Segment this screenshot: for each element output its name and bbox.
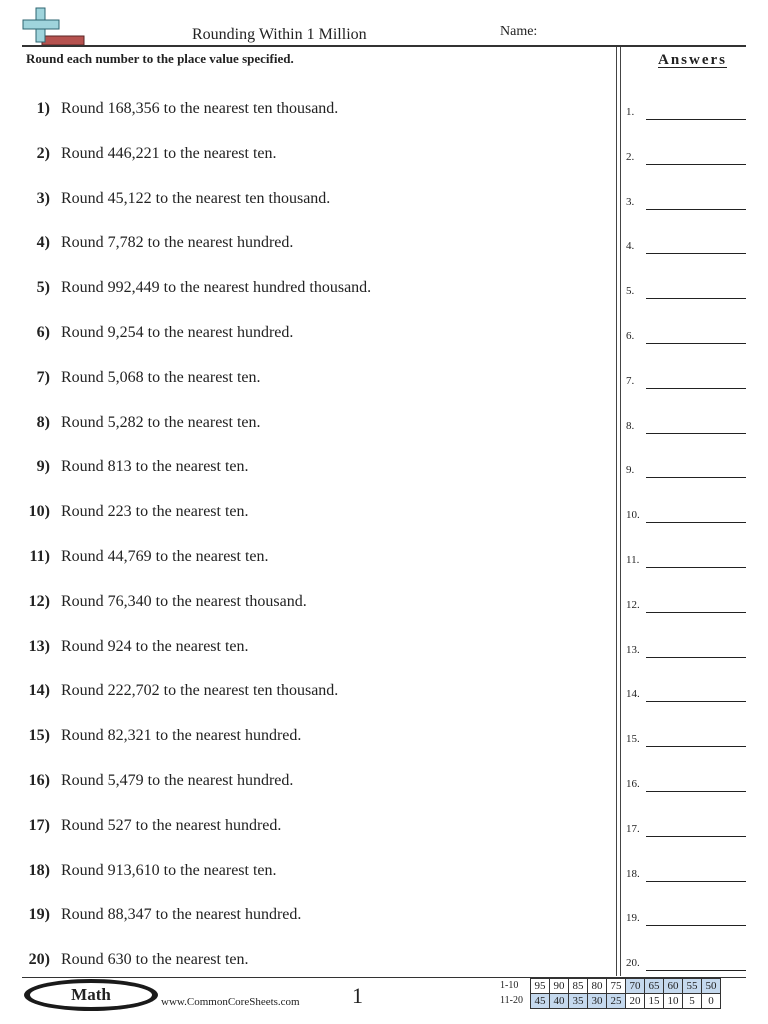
answer-blank[interactable] [626, 145, 746, 165]
problem-number: 15) [28, 727, 50, 745]
answer-blank[interactable] [626, 414, 746, 434]
score-row [500, 979, 721, 994]
problem-text: Round 813 to the nearest ten. [61, 458, 249, 476]
score-table [500, 978, 721, 1009]
problem-item [0, 682, 610, 706]
answer-number: 19. [626, 912, 640, 925]
problem-number: 8) [36, 413, 50, 431]
score-cell: 25 [607, 994, 626, 1009]
problem-item [0, 727, 610, 751]
problem-text: Round 82,321 to the nearest hundred. [61, 727, 302, 745]
problem-item [0, 951, 610, 975]
problem-item [0, 190, 610, 214]
answer-line[interactable] [646, 836, 746, 837]
answer-line[interactable] [646, 119, 746, 120]
problem-text: Round 913,610 to the nearest ten. [61, 861, 277, 879]
score-cell: 65 [645, 979, 664, 994]
problem-number: 13) [28, 637, 50, 655]
answer-line[interactable] [646, 343, 746, 344]
answer-number: 8. [626, 419, 635, 432]
score-cell: 90 [550, 979, 569, 994]
answer-number: 11. [626, 554, 640, 566]
answer-line[interactable] [646, 657, 746, 658]
plus-minus-logo-icon [22, 6, 86, 46]
answer-blank[interactable] [626, 100, 746, 120]
answer-number: 3. [626, 195, 635, 208]
answer-number: 1. [626, 106, 635, 118]
problem-number: 6) [36, 324, 50, 341]
problem-item [0, 414, 610, 438]
answers-heading: Answers [658, 52, 727, 68]
score-cell: 45 [531, 994, 550, 1009]
website-link[interactable]: www.CommonCoreSheets.com [161, 996, 300, 1008]
answer-line[interactable] [646, 522, 746, 523]
problem-item [0, 234, 610, 258]
score-cell: 35 [569, 994, 588, 1009]
score-cell: 10 [664, 994, 683, 1009]
problem-item [0, 503, 610, 527]
problem-item [0, 324, 610, 348]
score-cell: 0 [702, 994, 721, 1009]
answer-line[interactable] [646, 746, 746, 747]
answer-line[interactable] [646, 298, 746, 299]
score-cell: 5 [683, 994, 702, 1009]
problem-item [0, 817, 610, 841]
name-label: Name: [500, 24, 538, 39]
problem-item [0, 772, 610, 796]
score-cell: 80 [588, 979, 607, 994]
score-cell: 95 [531, 979, 550, 994]
problem-item [0, 593, 610, 617]
answer-number: 12. [626, 598, 640, 611]
problem-item [0, 458, 610, 482]
problem-item [0, 638, 610, 662]
answer-blank[interactable] [626, 951, 746, 971]
answer-number: 9. [626, 464, 635, 477]
header-divider [22, 45, 746, 47]
answer-blank[interactable] [626, 279, 746, 299]
answer-number: 14. [626, 688, 640, 701]
answer-number: 20. [626, 957, 640, 970]
problem-text: Round 924 to the nearest ten. [61, 637, 249, 655]
problem-text: Round 45,122 to the nearest ten thousand. [61, 189, 331, 207]
answer-number: 10. [626, 509, 640, 522]
problem-text: Round 222,702 to the nearest ten thousand. [61, 682, 339, 700]
answer-blank[interactable] [626, 234, 746, 254]
answer-number: 2. [626, 150, 635, 163]
problem-number: 4) [36, 234, 50, 252]
answer-blank[interactable] [626, 190, 746, 210]
problem-text: Round 5,479 to the nearest hundred. [61, 772, 294, 789]
answer-column-divider [620, 47, 621, 976]
answer-line[interactable] [646, 925, 746, 926]
answer-line[interactable] [646, 388, 746, 389]
answer-blank[interactable] [626, 503, 746, 523]
problem-number: 5) [36, 279, 50, 297]
problem-text: Round 992,449 to the nearest hundred thousand. [61, 279, 372, 297]
problem-number: 12) [28, 592, 50, 610]
problem-text: Round 446,221 to the nearest ten. [61, 144, 277, 162]
score-cell: 40 [550, 994, 569, 1009]
answer-number: 4. [626, 240, 635, 253]
problem-item [0, 369, 610, 393]
problem-item [0, 548, 610, 572]
answer-blank[interactable] [626, 324, 746, 344]
score-row-label: 1-10 [500, 980, 519, 991]
worksheet-title: Rounding Within 1 Million [192, 26, 367, 43]
score-cell: 60 [664, 979, 683, 994]
problem-item [0, 100, 610, 124]
answer-line[interactable] [646, 567, 746, 568]
problem-number: 1) [36, 100, 50, 117]
problem-number: 2) [36, 144, 50, 162]
answer-number: 13. [626, 643, 640, 656]
problem-item [0, 862, 610, 886]
answer-blank[interactable] [626, 369, 746, 389]
problem-text: Round 76,340 to the nearest thousand. [61, 592, 307, 610]
problem-number: 17) [28, 816, 50, 834]
answer-line[interactable] [646, 881, 746, 882]
score-cell: 70 [626, 979, 645, 994]
problem-item [0, 145, 610, 169]
answer-blank[interactable] [626, 458, 746, 478]
problem-text: Round 5,282 to the nearest ten. [61, 413, 261, 431]
answer-blank[interactable] [626, 862, 746, 882]
answer-number: 6. [626, 330, 635, 342]
problem-number: 10) [28, 503, 50, 521]
score-cell: 85 [569, 979, 588, 994]
problem-text: Round 527 to the nearest hundred. [61, 816, 282, 834]
problem-text: Round 630 to the nearest ten. [61, 951, 249, 969]
problem-text: Round 168,356 to the nearest ten thousand. [61, 100, 339, 117]
answer-blank[interactable] [626, 682, 746, 702]
problem-text: Round 44,769 to the nearest ten. [61, 548, 269, 565]
problem-text: Round 9,254 to the nearest hundred. [61, 324, 294, 341]
score-cell: 75 [607, 979, 626, 994]
answer-line[interactable] [646, 253, 746, 254]
score-cell: 55 [683, 979, 702, 994]
answer-line[interactable] [646, 970, 746, 971]
answer-blank[interactable] [626, 817, 746, 837]
problem-number: 19) [28, 906, 50, 924]
answer-line[interactable] [646, 477, 746, 478]
problem-number: 14) [28, 682, 50, 700]
answer-line[interactable] [646, 791, 746, 792]
score-row-label: 11-20 [500, 995, 523, 1006]
math-badge-label: Math [30, 983, 152, 1007]
answer-line[interactable] [646, 209, 746, 210]
problem-number: 3) [36, 189, 50, 207]
answer-line[interactable] [646, 701, 746, 702]
problem-number: 18) [28, 861, 50, 879]
problem-text: Round 88,347 to the nearest hundred. [61, 906, 302, 924]
problem-text: Round 223 to the nearest ten. [61, 503, 249, 521]
answer-number: 16. [626, 778, 640, 790]
problem-number: 11) [29, 548, 50, 565]
score-cell: 30 [588, 994, 607, 1009]
answer-blank[interactable] [626, 772, 746, 792]
problem-number: 16) [28, 772, 50, 789]
answer-line[interactable] [646, 164, 746, 165]
problem-item [0, 279, 610, 303]
score-row [500, 994, 721, 1009]
answer-blank[interactable] [626, 906, 746, 926]
answer-number: 7. [626, 374, 635, 387]
problem-text: Round 5,068 to the nearest ten. [61, 368, 261, 386]
answer-blank[interactable] [626, 727, 746, 747]
answer-blank[interactable] [626, 593, 746, 613]
answer-line[interactable] [646, 612, 746, 613]
problem-number: 7) [36, 368, 50, 386]
answer-column-divider [616, 47, 617, 976]
answer-number: 17. [626, 822, 640, 835]
answer-line[interactable] [646, 433, 746, 434]
problem-item [0, 906, 610, 930]
problem-number: 20) [28, 951, 50, 969]
problem-text: Round 7,782 to the nearest hundred. [61, 234, 294, 252]
score-cell: 50 [702, 979, 721, 994]
page-number: 1 [352, 983, 363, 1008]
answer-number: 18. [626, 867, 640, 880]
score-cell: 20 [626, 994, 645, 1009]
answer-blank[interactable] [626, 548, 746, 568]
answer-number: 5. [626, 285, 635, 298]
answer-number: 15. [626, 733, 640, 746]
problem-number: 9) [36, 458, 50, 476]
instructions: Round each number to the place value specified. [26, 51, 294, 66]
answer-blank[interactable] [626, 638, 746, 658]
score-cell: 15 [645, 994, 664, 1009]
